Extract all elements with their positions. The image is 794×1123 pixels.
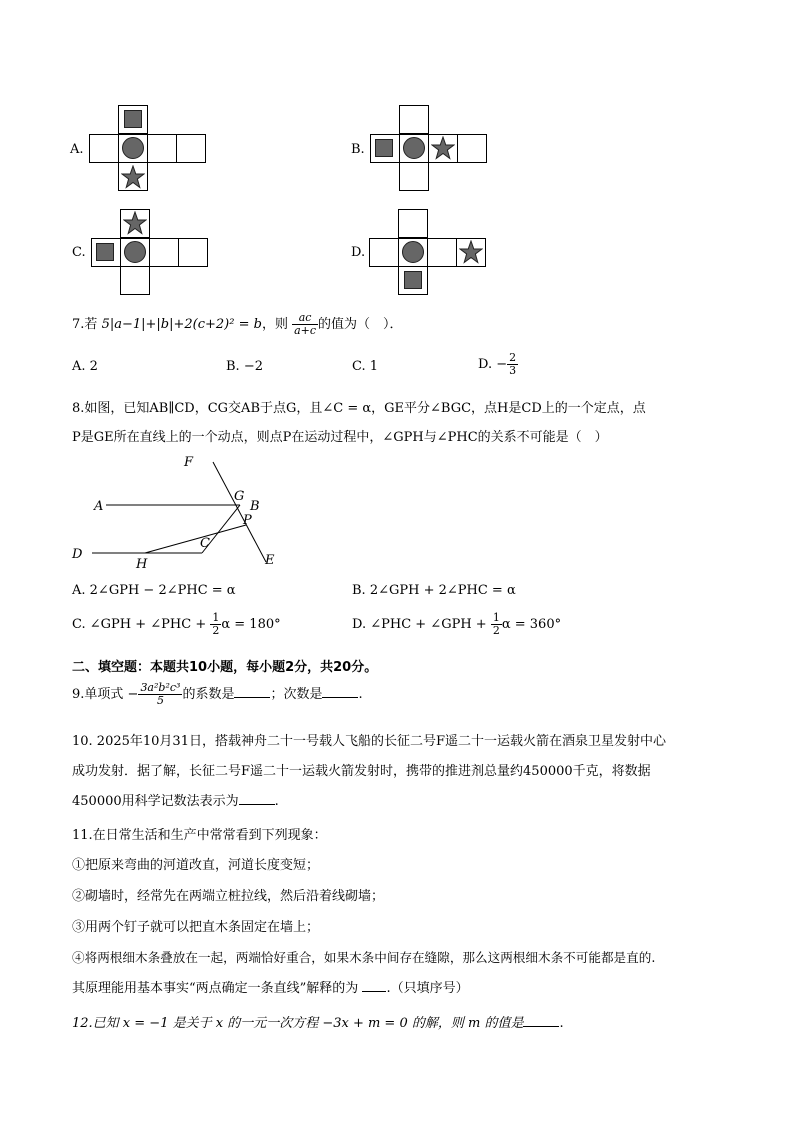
label-p: P <box>243 513 252 528</box>
circle-shape <box>124 241 146 263</box>
square-shape <box>124 110 142 128</box>
circle-shape <box>402 241 424 263</box>
star-shape <box>431 136 455 160</box>
q11-item-2: ②砌墙时，经常先在两端立桩拉线，然后沿着线砌墙； <box>72 889 385 904</box>
q10-line1: 10. 2025年10月31日，搭载神舟二十一号载人飞船的长征二号F遥二十一运载火箭在酒泉卫星发射中心 <box>72 734 666 749</box>
q11-item-3: ③用两个钉子就可以把直木条固定在墙上； <box>72 920 320 935</box>
q7-equation: 5|a−1|+|b|+2(c+2)² = b <box>101 317 262 332</box>
label-c: C <box>200 536 210 551</box>
section-heading-fill-blank: 二、填空题：本题共10小题，每小题2分，共20分。 <box>72 660 378 675</box>
circle-shape <box>403 137 425 159</box>
q8-option-c: C. ∠GPH + ∠PHC + $\frac{1}{2}$ α = 180° <box>72 611 281 637</box>
answer-blank <box>234 697 270 698</box>
circle-shape <box>122 137 144 159</box>
q11-intro: 11.在日常生活和生产中常常看到下列现象： <box>72 828 327 843</box>
square-shape <box>96 243 114 261</box>
q8-geometry-figure <box>70 452 290 574</box>
q7-option-a: A. 2 <box>72 359 98 374</box>
option-label-d: D. <box>351 245 366 260</box>
star-shape <box>459 240 483 264</box>
square-shape <box>404 271 422 289</box>
option-label-b: B. <box>351 142 365 157</box>
q8-option-a: A. 2∠GPH − 2∠PHC = α <box>72 583 236 598</box>
segment-hp <box>145 525 246 553</box>
square-shape <box>375 139 393 157</box>
q8-text-line2: P是GE所在直线上的一个动点，则点P在运动过程中，∠GPH与∠PHC的关系不可能是（ ） <box>72 430 608 445</box>
answer-blank <box>523 1026 559 1027</box>
answer-blank <box>362 991 386 992</box>
q11-item-1: ①把原来弯曲的河道改直，河道长度变短； <box>72 858 320 873</box>
q11-final: 其原理能用基本事实“两点确定一条直线”解释的为 .（只填序号） <box>72 981 469 996</box>
label-h: H <box>136 557 148 572</box>
label-e: E <box>265 553 275 568</box>
q8-option-b: B. 2∠GPH + 2∠PHC = α <box>352 583 516 598</box>
q10-line2: 成功发射．据了解，长征二号F遥二十一运载火箭发射时，携带的推进剂总量约450000千克，将数据 <box>72 764 651 779</box>
q7-option-b: B. −2 <box>226 359 263 374</box>
label-b: B <box>250 499 260 514</box>
label-d: D <box>72 547 83 562</box>
label-f: F <box>184 455 194 470</box>
question-9: 9.单项式 − $\frac{\text{3a²b²c³}}{5}$ 的系数是 ；次数是 . <box>72 681 363 707</box>
option-label-c: C. <box>72 245 86 260</box>
star-shape <box>121 165 145 189</box>
q7-option-c: C. 1 <box>352 359 379 374</box>
option-label-a: A. <box>70 142 84 157</box>
question-7: 7.若 5|a−1|+|b|+2(c+2)² = b，则 $\frac{ac}{a+c}$ 的值为（ ）． <box>72 311 403 337</box>
q8-text-line1: 8.如图，已知AB∥CD，CG交AB于点G，且∠C = α，GE平分∠BGC，点H是CD上的一个定点，点 <box>72 401 646 416</box>
q11-item-4: ④将两根细木条叠放在一起，两端恰好重合，如果木条中间存在缝隙，那么这两根细木条不可能都是直的. <box>72 950 656 965</box>
question-12: 12.已知 x = −1 是关于 x 的一元一次方程 −3x + m = 0 的解，则 m 的值是 . <box>72 1016 564 1031</box>
label-a: A <box>94 499 104 514</box>
answer-blank <box>322 697 358 698</box>
q10-line3: 450000用科学记数法表示为 . <box>72 794 279 809</box>
q8-option-d: D. ∠PHC + ∠GPH + $\frac{1}{2}$ α = 360° <box>352 611 562 637</box>
star-shape <box>123 211 147 235</box>
answer-blank <box>239 804 275 805</box>
label-g: G <box>234 489 245 504</box>
q7-fraction: $\frac{ac}{a+c}$ <box>294 311 317 337</box>
q7-option-d: D. − $\frac{2}{3}$ <box>478 351 517 377</box>
